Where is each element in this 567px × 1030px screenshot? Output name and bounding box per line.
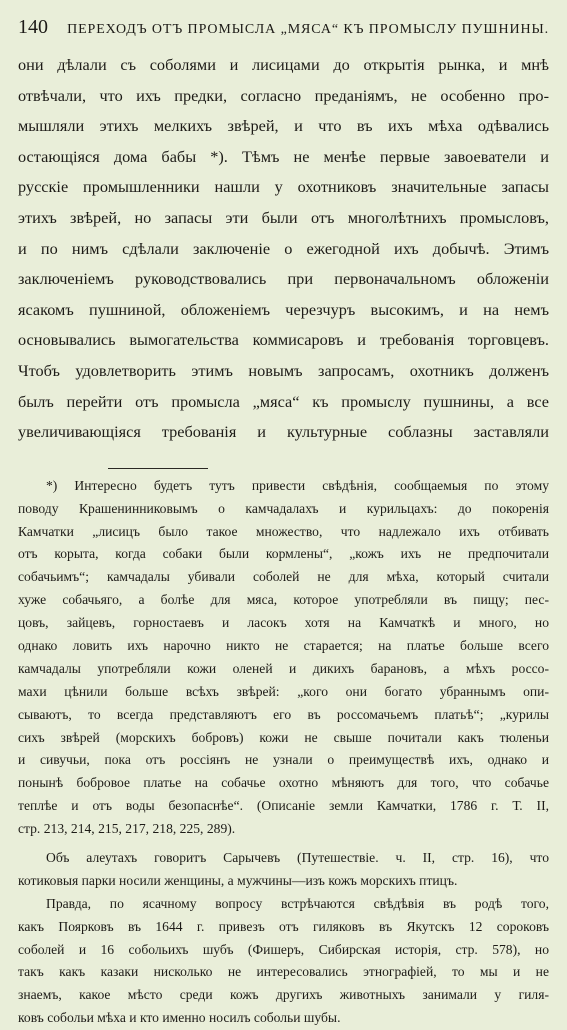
footnotes	[18, 475, 549, 1030]
footnote-line: отъ корыта, когда собаки были кормлены“, „кожъ ихъ не предпочитали	[18, 546, 549, 562]
footnote-line: Камчатки „лисицъ было такое множество, что надлежало ихъ отбивать	[18, 523, 549, 539]
main-text	[18, 50, 549, 448]
footnote-line: ковъ собольи мѣха и кто именно носилъ собольи шубы.	[18, 1010, 341, 1026]
footnote-line: *) Интересно будетъ тутъ привести свѣдѣнія, сообщаемыя по этому	[46, 477, 549, 493]
footnote-line: такъ какъ казаки нисколько не интересовались этнографіей, то мы и не	[18, 964, 549, 980]
text-line: они дѣлали съ соболями и лисицами до открытія рынка, и мнѣ	[18, 55, 549, 74]
footnote-line: понынѣ бобровое платье на собачье охотно мѣняютъ для того, что собачье	[18, 775, 549, 791]
footnote-line: знаемъ, какое мѣсто среди кожъ другихъ животныхъ занимали у гиля-	[18, 987, 549, 1003]
text-line: заключеніемъ руководствовались при первоначальномъ обложеніи	[18, 269, 549, 289]
footnote-line: цовъ, зайцевъ, горностаевъ и ласокъ хотя на Камчаткѣ и много, но	[18, 615, 549, 631]
footnote-line: махи цѣнили больше всѣхъ звѣрей: „кого они богато убраннымъ опи-	[18, 683, 549, 699]
text-line: этихъ звѣрей, но запасы эти были отъ многолѣтнихъ промысловъ,	[18, 207, 549, 227]
text-line: ясакомъ пушниной, обложеніемъ черезчуръ высокимъ, и на немъ	[18, 299, 549, 319]
footnote-line: котиковыя парки носили женщины, а мужчины—изъ кожъ морскихъ птицъ.	[18, 872, 458, 888]
footnote-line: Объ алеутахъ говоритъ Сарычевъ (Путешествіе. ч. II, стр. 16), что	[46, 849, 549, 865]
page-header	[18, 16, 549, 50]
footnote-line: хуже собачьяго, а болѣе для мяса, которое употребляли въ пищу; пес-	[18, 592, 549, 608]
page-number: 140	[18, 16, 48, 38]
footnote-line: однако ловить ихъ нарочно никто не старается; на платье больше всего	[18, 637, 549, 653]
text-line: увеличивающіяся требованія и культурные соблазны заставляли	[18, 422, 549, 442]
text-line: Чтобъ удовлетворить этимъ новымъ запросамъ, охотникъ долженъ	[18, 360, 549, 380]
text-line: отвѣчали, что ихъ предки, согласно преданіямъ, не особенно про-	[18, 85, 549, 105]
text-line: былъ перейти отъ промысла „мяса“ къ промыслу пушнины, а все	[18, 391, 549, 411]
footnote-line: сихъ звѣрей (морскихъ бобровъ) кожи не свыше почитали какъ тюленьи	[18, 729, 549, 745]
footnote-line: теплѣе и отъ воды безопаснѣе“. (Описаніе земли Камчатки, 1786 г. Т. II,	[18, 798, 549, 814]
text-line: основывались вымогательства коммисаровъ и требованія торговцевъ.	[18, 330, 549, 350]
running-title: ПЕРЕХОДЪ ОТЪ ПРОМЫСЛА „МЯСА“ КЪ ПРОМЫСЛУ ПУШНИНЫ.	[67, 22, 549, 37]
text-line: и по нимъ сдѣлали заключеніе о ежегодной ихъ добычѣ. Этимъ	[18, 238, 549, 258]
footnote-line: собачьимъ“; камчадалы убивали соболей не для мѣха, который считали	[18, 569, 549, 585]
footnote-line: соболей и 16 собольихъ шубъ (Фишеръ, Сибирская исторія, стр. 578), но	[18, 941, 549, 957]
footnote-separator	[108, 468, 208, 469]
footnote-line: Правда, по ясачному вопросу встрѣчаются свѣдѣвія въ родѣ того,	[46, 895, 549, 911]
footnote-line: какъ Поярковъ въ 1644 г. привезъ отъ гиляковъ въ Якутскъ 12 сороковъ	[18, 918, 549, 934]
footnote-line: и сивучьи, пока отъ россіянъ не узнали о преимуществѣ ихъ, однако и	[18, 752, 549, 768]
footnote-line: камчадалы употребляли кожи оленей и дикихъ барановъ, а мѣхъ россо-	[18, 660, 549, 676]
text-line: русскіе промышленники нашли у охотниковъ значительные запасы	[18, 177, 549, 197]
footnote-line: стр. 213, 214, 215, 217, 218, 225, 289).	[18, 821, 236, 837]
footnote-line: поводу Крашенинниковымъ о камчадалахъ и курильцахъ: до покоренія	[18, 500, 549, 516]
footnote-line: сываютъ, то всегда представляютъ его въ россомачьемъ платьѣ“; „курилы	[18, 706, 549, 722]
text-line: остающіяся дома бабы *). Тѣмъ не менѣе первые завоеватели и	[18, 146, 549, 166]
text-line: мышляли этихъ мелкихъ звѣрей, и что въ ихъ мѣха одѣвались	[18, 116, 549, 136]
